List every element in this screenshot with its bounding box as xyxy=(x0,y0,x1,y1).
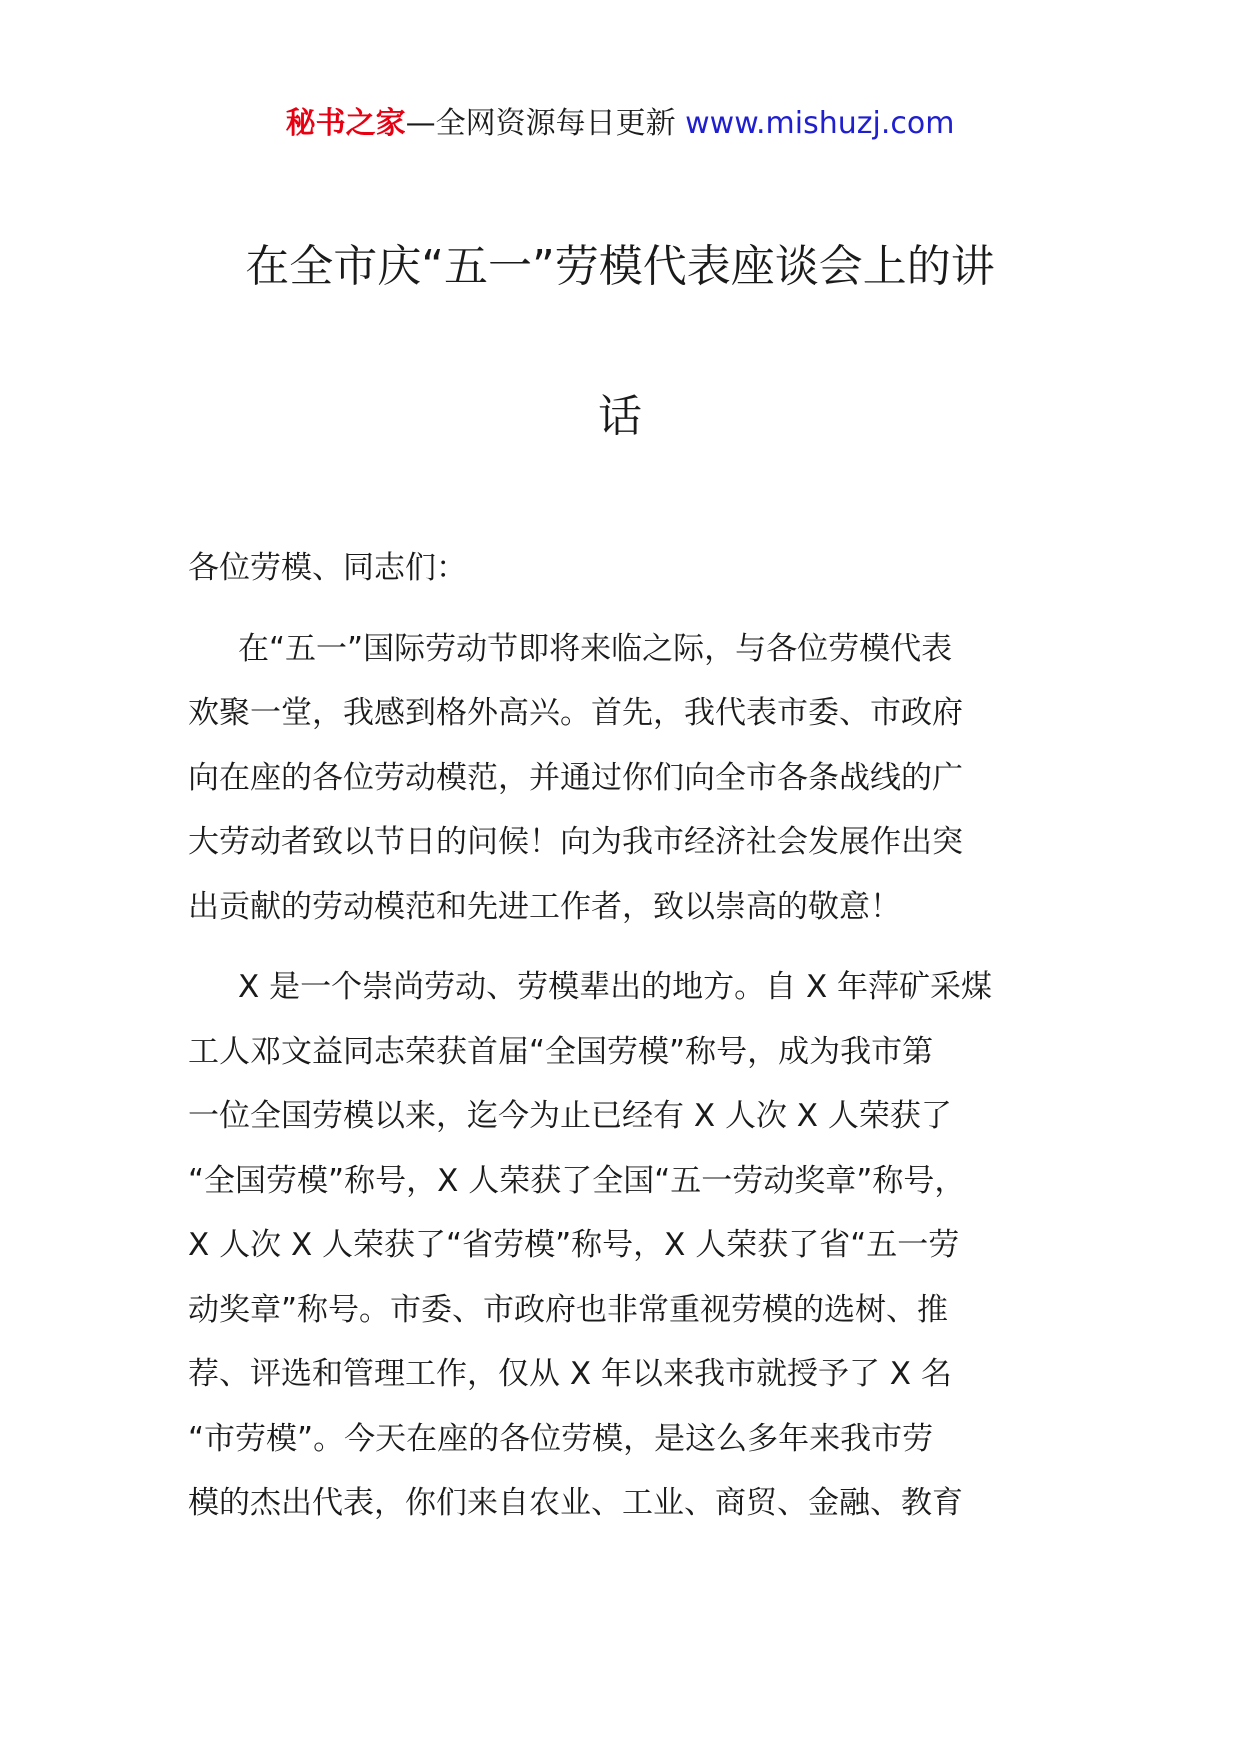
text-line: “市劳模”。今天在座的各位劳模，是这么多年来我市劳 xyxy=(188,1420,934,1457)
text-line: 出贡献的劳动模范和先进工作者，致以崇高的敬意！ xyxy=(188,888,901,925)
document-title xyxy=(140,192,1100,492)
title-line: 在全市庆“五一”劳模代表座谈会上的讲 xyxy=(245,241,995,292)
text-line: 动奖章”称号。市委、市政府也非常重视劳模的选树、推 xyxy=(188,1291,949,1328)
brand-name: 秘书之家 xyxy=(285,106,406,141)
text-line: X 是一个崇尚劳动、劳模辈出的地方。自 X 年萍矿采煤 xyxy=(238,969,993,1005)
text-line: 欢聚一堂，我感到格外高兴。首先，我代表市委、市政府 xyxy=(188,695,963,731)
text-line: 一位全国劳模以来，迄今为止已经有 X 人次 X 人荣获了 xyxy=(188,1098,952,1134)
text-line: 向在座的各位劳动模范，并通过你们向全市各条战线的广 xyxy=(188,759,963,796)
website-link[interactable]: www.mishuzj.com xyxy=(685,106,955,141)
text-line: 工人邓文益同志荣获首届“全国劳模”称号，成为我市第 xyxy=(188,1033,934,1070)
paragraph xyxy=(188,955,1088,1536)
text-line: 大劳动者致以节日的问候！向为我市经济社会发展作出突 xyxy=(188,824,963,860)
title-line: 话 xyxy=(598,391,642,442)
text-line: 模的杰出代表，你们来自农业、工业、商贸、金融、教育 xyxy=(188,1485,963,1521)
text-line: X 人次 X 人荣获了“省劳模”称号，X 人荣获了省“五一劳 xyxy=(188,1227,960,1263)
text-line: 在“五一”国际劳动节即将来临之际，与各位劳模代表 xyxy=(238,630,953,667)
text-line: “全国劳模”称号，X 人荣获了全国“五一劳动奖章”称号， xyxy=(188,1162,966,1199)
document-body xyxy=(188,536,1088,1552)
salutation: 各位劳模、同志们： xyxy=(188,550,467,586)
page-header xyxy=(0,100,1240,148)
text-line: 荐、评选和管理工作，仅从 X 年以来我市就授予了 X 名 xyxy=(188,1356,952,1392)
header-tagline: —全网资源每日更新 xyxy=(405,106,676,141)
paragraph xyxy=(188,617,1088,940)
